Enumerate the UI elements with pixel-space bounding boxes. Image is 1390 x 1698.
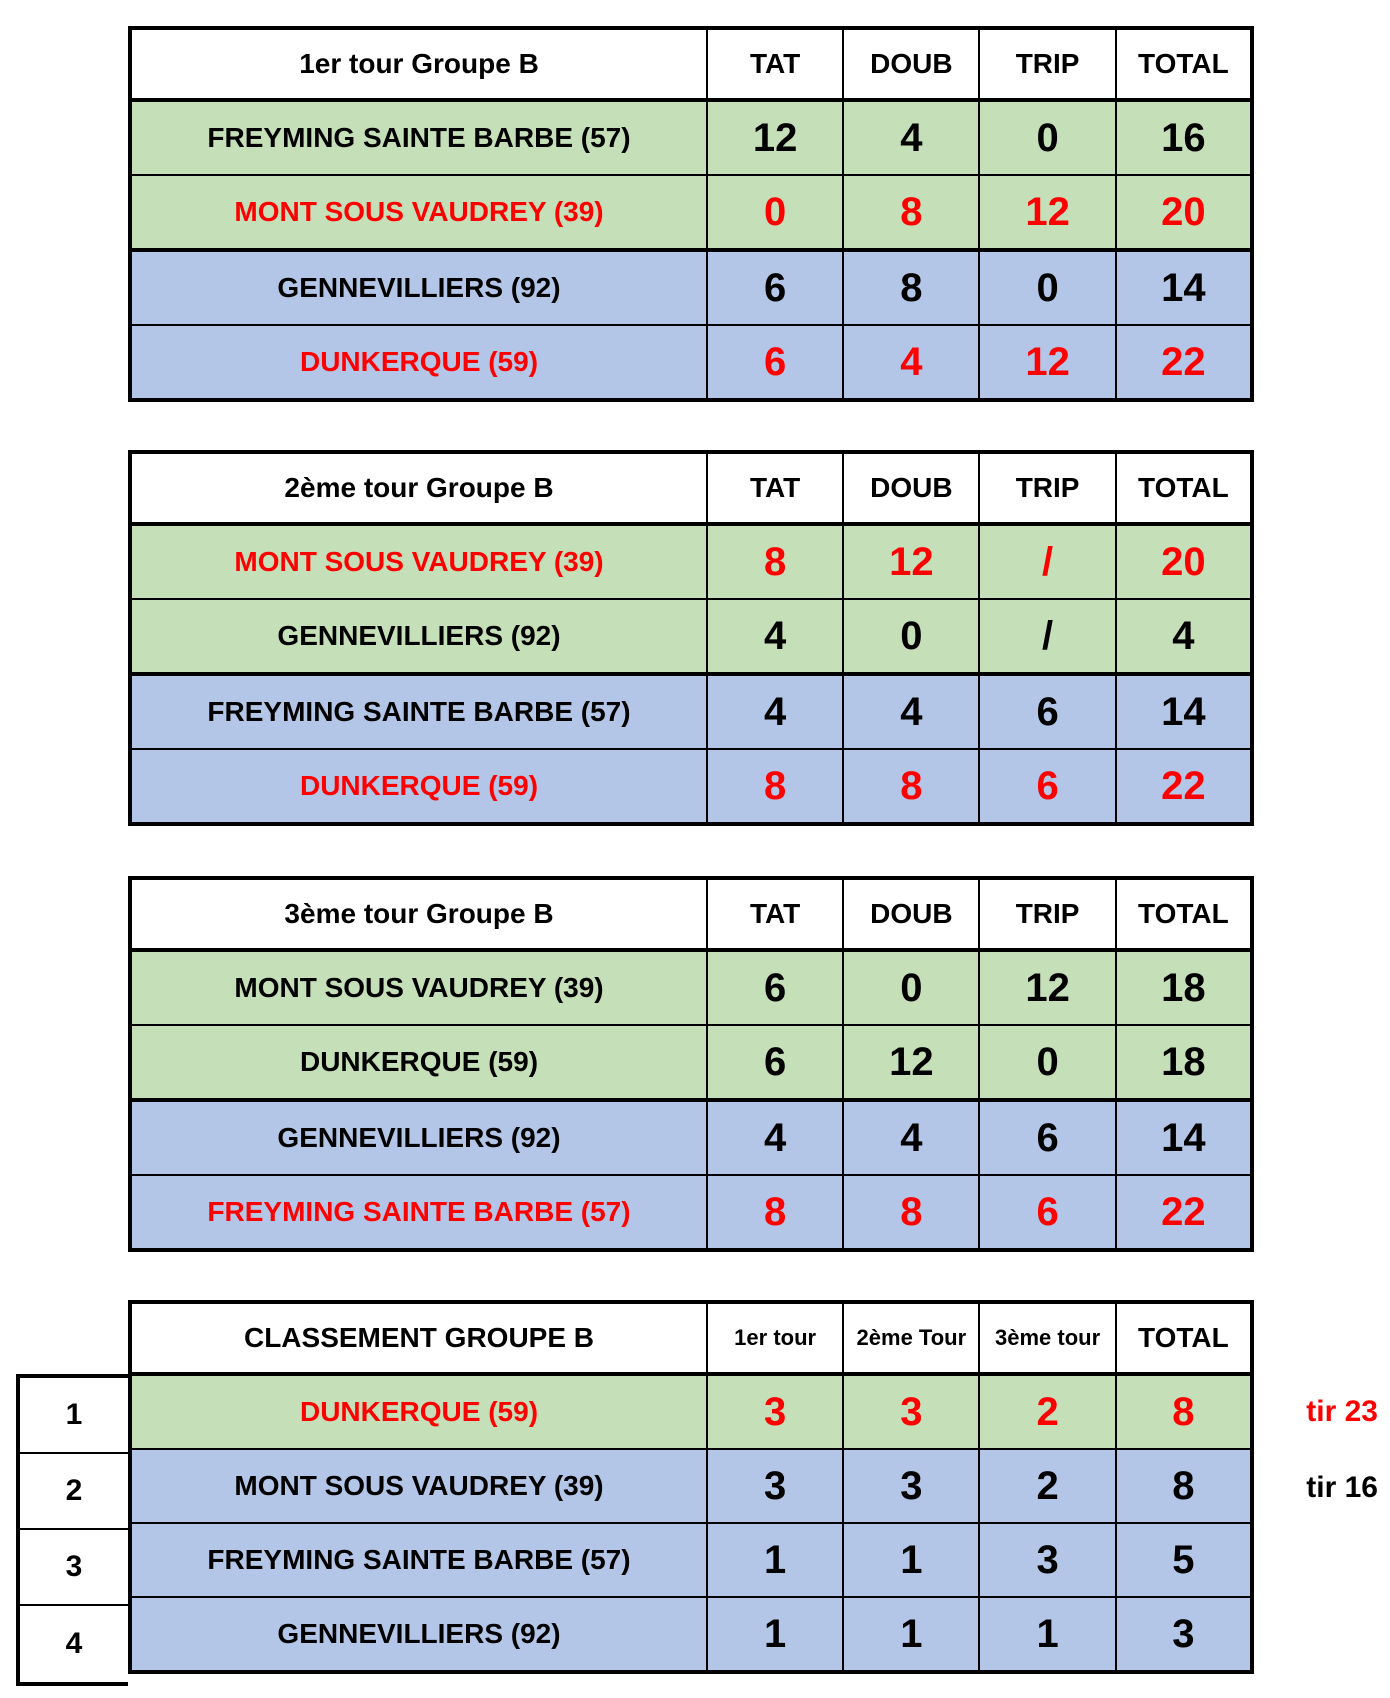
round3-points: 2 [979,1374,1115,1449]
table-row [130,1597,1252,1672]
trip-score: 6 [979,1100,1115,1175]
table-row [130,100,1252,175]
tiebreak-note: tir 23 [1306,1395,1378,1428]
total-score: 16 [1116,100,1252,175]
round1-table [128,26,1254,402]
tat-score: 8 [707,1175,843,1250]
table-row [130,599,1252,674]
doub-score: 4 [843,100,979,175]
trip-score: / [979,599,1115,674]
table-header [130,1302,1252,1374]
table-row [130,749,1252,824]
trip-score: 12 [979,175,1115,250]
team-name: FREYMING SAINTE BARBE (57) [130,674,707,749]
total-score: 14 [1116,250,1252,325]
table-row [130,1025,1252,1100]
trip-score: 0 [979,250,1115,325]
team-name: FREYMING SAINTE BARBE (57) [130,1523,707,1597]
trip-score: 0 [979,1025,1115,1100]
team-name: GENNEVILLIERS (92) [130,250,707,325]
table-row [130,1523,1252,1597]
doub-score: 12 [843,524,979,599]
column-header: TAT [707,878,843,950]
tat-score: 6 [707,250,843,325]
round2-table [128,450,1254,826]
tat-score: 8 [707,524,843,599]
round1-points: 1 [707,1523,843,1597]
total-score: 22 [1116,1175,1252,1250]
team-name: FREYMING SAINTE BARBE (57) [130,1175,707,1250]
column-header: TAT [707,28,843,100]
team-name: GENNEVILLIERS (92) [130,1100,707,1175]
doub-score: 0 [843,950,979,1025]
total-score: 14 [1116,1100,1252,1175]
round2-points: 3 [843,1374,979,1449]
table-row [130,674,1252,749]
table-title: 2ème tour Groupe B [130,452,707,524]
table-row [130,1374,1252,1449]
total-score: 20 [1116,524,1252,599]
round3-points: 1 [979,1597,1115,1672]
column-header: TOTAL [1116,28,1252,100]
tat-score: 4 [707,599,843,674]
tat-score: 4 [707,1100,843,1175]
total-score: 22 [1116,749,1252,824]
column-header: TRIP [979,878,1115,950]
table-header [130,28,1252,100]
rank-number: 3 [20,1530,128,1606]
tiebreak-note: tir 16 [1306,1471,1378,1504]
tat-score: 0 [707,175,843,250]
tat-score: 8 [707,749,843,824]
table-row [130,250,1252,325]
round2-points: 1 [843,1523,979,1597]
round1-points: 3 [707,1449,843,1523]
round1-points: 3 [707,1374,843,1449]
trip-score: 12 [979,325,1115,400]
table-title: 3ème tour Groupe B [130,878,707,950]
team-name: DUNKERQUE (59) [130,749,707,824]
column-header: 1er tour [707,1302,843,1374]
total-points: 3 [1116,1597,1252,1672]
doub-score: 8 [843,175,979,250]
column-header: TRIP [979,28,1115,100]
doub-score: 4 [843,325,979,400]
total-points: 8 [1116,1374,1252,1449]
round1-points: 1 [707,1597,843,1672]
rank-number: 1 [20,1378,128,1454]
table-row [130,1449,1252,1523]
trip-score: 6 [979,1175,1115,1250]
table-row [130,175,1252,250]
doub-score: 4 [843,674,979,749]
team-name: MONT SOUS VAUDREY (39) [130,950,707,1025]
column-header: DOUB [843,452,979,524]
team-name: MONT SOUS VAUDREY (39) [130,1449,707,1523]
team-name: DUNKERQUE (59) [130,1374,707,1449]
tat-score: 6 [707,1025,843,1100]
column-header: TOTAL [1116,1302,1252,1374]
team-name: FREYMING SAINTE BARBE (57) [130,100,707,175]
table-row [130,524,1252,599]
round2-points: 3 [843,1449,979,1523]
tat-score: 6 [707,950,843,1025]
doub-score: 4 [843,1100,979,1175]
round3-table [128,876,1254,1252]
total-score: 14 [1116,674,1252,749]
trip-score: 0 [979,100,1115,175]
trip-score: 12 [979,950,1115,1025]
rank-number: 2 [20,1454,128,1530]
table-header [130,452,1252,524]
team-name: DUNKERQUE (59) [130,1025,707,1100]
table-row [130,1175,1252,1250]
team-name: GENNEVILLIERS (92) [130,1597,707,1672]
column-header: TAT [707,452,843,524]
column-header: 3ème tour [979,1302,1115,1374]
total-points: 8 [1116,1449,1252,1523]
doub-score: 8 [843,1175,979,1250]
trip-score: 6 [979,749,1115,824]
total-score: 4 [1116,599,1252,674]
total-score: 20 [1116,175,1252,250]
table-title: 1er tour Groupe B [130,28,707,100]
tat-score: 4 [707,674,843,749]
tat-score: 6 [707,325,843,400]
ranking-table [128,1300,1254,1674]
team-name: GENNEVILLIERS (92) [130,599,707,674]
doub-score: 12 [843,1025,979,1100]
tat-score: 12 [707,100,843,175]
round3-points: 3 [979,1523,1115,1597]
total-score: 18 [1116,950,1252,1025]
doub-score: 8 [843,250,979,325]
trip-score: 6 [979,674,1115,749]
table-title: CLASSEMENT GROUPE B [130,1302,707,1374]
rank-column [16,1374,128,1686]
column-header: TRIP [979,452,1115,524]
rank-number: 4 [65,1627,83,1660]
trip-score: / [979,524,1115,599]
column-header: DOUB [843,878,979,950]
table-row [130,950,1252,1025]
team-name: DUNKERQUE (59) [130,325,707,400]
round2-points: 1 [843,1597,979,1672]
total-score: 22 [1116,325,1252,400]
round3-points: 2 [979,1449,1115,1523]
doub-score: 0 [843,599,979,674]
table-header [130,878,1252,950]
table-row [130,325,1252,400]
column-header: DOUB [843,28,979,100]
total-score: 18 [1116,1025,1252,1100]
team-name: MONT SOUS VAUDREY (39) [130,524,707,599]
doub-score: 8 [843,749,979,824]
total-points: 5 [1116,1523,1252,1597]
table-row [130,1100,1252,1175]
column-header: TOTAL [1116,452,1252,524]
column-header: TOTAL [1116,878,1252,950]
team-name: MONT SOUS VAUDREY (39) [130,175,707,250]
column-header: 2ème Tour [843,1302,979,1374]
